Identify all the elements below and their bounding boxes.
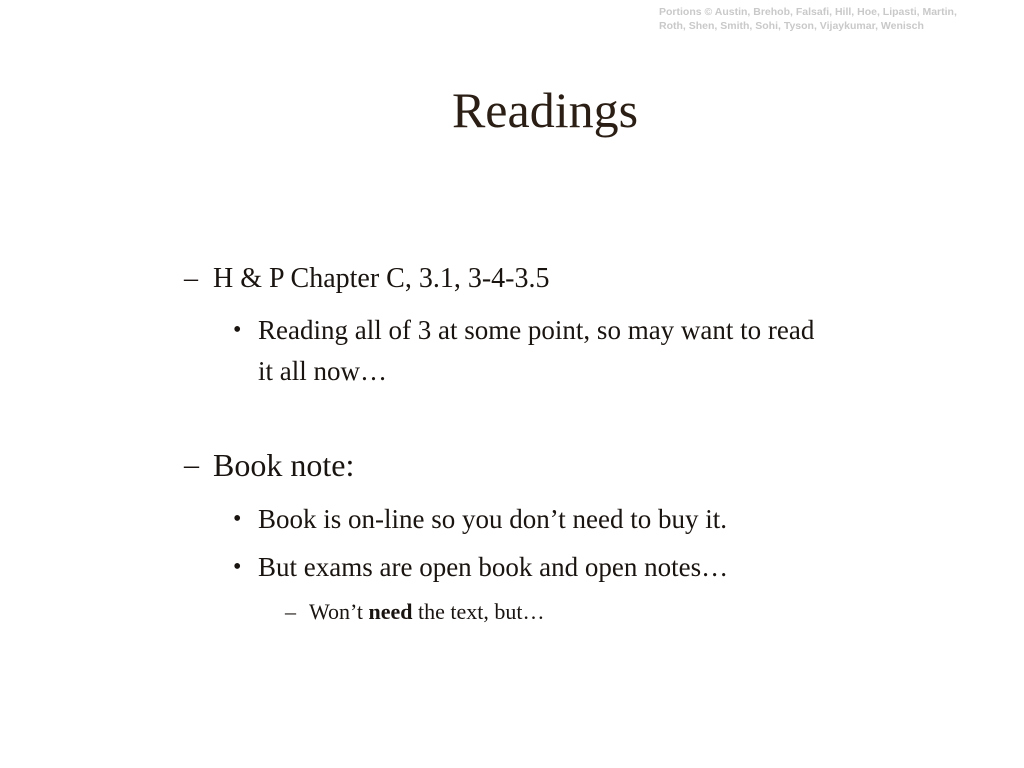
slide-title: Readings [451, 82, 639, 138]
dash-marker: – [285, 599, 296, 624]
text-after: the text, but… [412, 599, 545, 624]
sub-bullet-text: But exams are open book and open notes… [258, 552, 729, 582]
emphasized-text: need [368, 599, 413, 624]
sub-bullet-text-line-1: Reading all of 3 at some point, so may want to read [258, 315, 815, 345]
bullet-marker: • [233, 317, 242, 343]
bullet-marker: • [233, 554, 242, 580]
copyright-line-1: Portions © Austin, Brehob, Falsafi, Hill, Hoe, Lipasti, Martin, [659, 6, 957, 18]
dash-marker: – [184, 448, 199, 481]
text-before: Won’t [309, 599, 369, 624]
copyright-line-2: Roth, Shen, Smith, Sohi, Tyson, Vijaykumar, Wenisch [659, 20, 924, 32]
dash-marker: – [184, 263, 198, 294]
bullet-text: H & P Chapter C, 3.1, 3-4-3.5 [213, 263, 550, 294]
copyright-notice [659, 5, 1019, 33]
sub-bullet-text-line-2: it all now… [258, 356, 387, 386]
bullet-text: Book note: [213, 447, 355, 483]
sub-sub-bullet-text [309, 597, 545, 627]
bullet-marker: • [233, 506, 242, 532]
sub-bullet-text: Book is on-line so you don’t need to buy it. [258, 504, 727, 534]
